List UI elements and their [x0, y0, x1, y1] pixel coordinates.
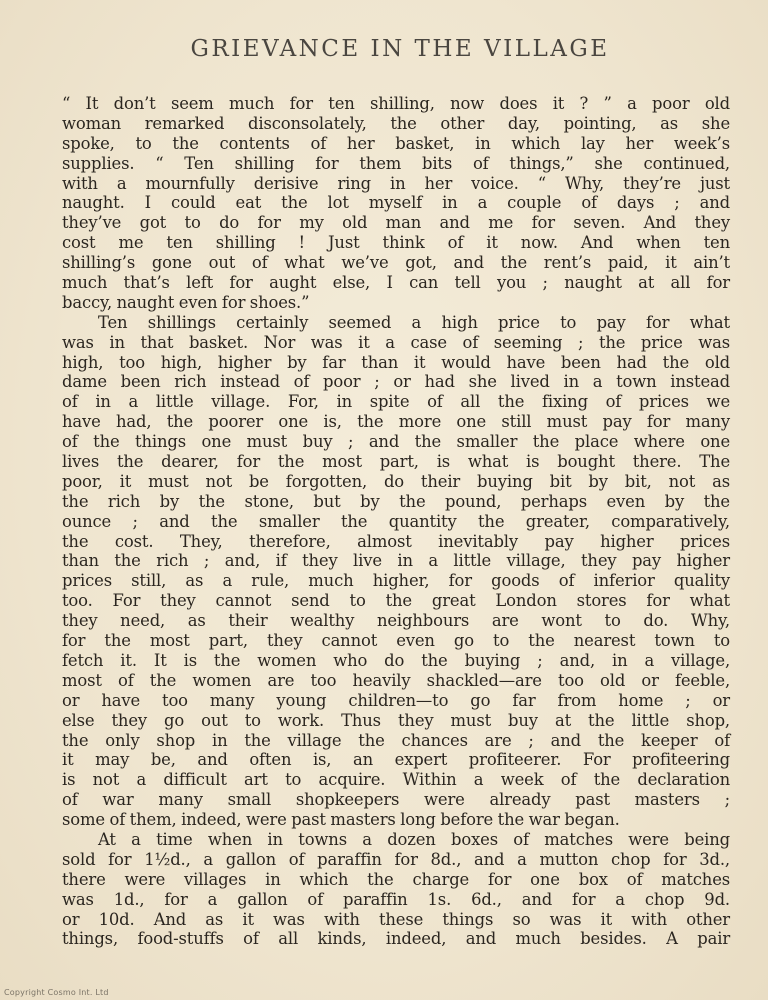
- article-body: [62, 94, 730, 949]
- text-line: much that’s left for aught else, I can tell you ; naught at all for: [62, 273, 730, 293]
- text-line: is not a difficult art to acquire. Within a week of the declaration: [62, 770, 730, 790]
- text-line: baccy, naught even for shoes.”: [62, 292, 310, 312]
- text-line: most of the women are too heavily shackled—are too old or feeble,: [62, 670, 730, 690]
- text-line: they’ve got to do for my old man and me for seven. And they: [62, 213, 730, 233]
- text-line: ounce ; and the smaller the quantity the greater, comparatively,: [62, 511, 730, 531]
- text-line: with a mournfully derisive ring in her voice. “ Why, they’re just: [62, 173, 730, 193]
- text-line: high, too high, higher by far than it would have been had the old: [62, 352, 730, 372]
- text-line: supplies. “ Ten shilling for them bits of things,” she continued,: [62, 153, 730, 173]
- text-line: woman remarked disconsolately, the other day, pointing, as she: [62, 113, 730, 133]
- text-line: lives the dearer, for the most part, is what is bought there. The: [62, 452, 730, 472]
- text-line: there were villages in which the charge for one box of matches: [62, 869, 730, 889]
- text-line: it may be, and often is, an expert profiteerer. For profiteering: [62, 750, 730, 770]
- article-title: GRIEVANCE IN THE VILLAGE: [190, 36, 610, 62]
- text-line: too. For they cannot send to the great London stores for what: [62, 591, 730, 611]
- text-line: of in a little village. For, in spite of all the fixing of prices we: [62, 392, 730, 412]
- text-line: Ten shillings certainly seemed a high price to pay for what: [98, 312, 730, 332]
- text-line: spoke, to the contents of her basket, in which lay her week’s: [62, 133, 730, 153]
- text-line: they need, as their wealthy neighbours are wont to do. Why,: [62, 611, 730, 631]
- copyright-watermark: Copyright Cosmo Int. Ltd: [4, 988, 109, 997]
- text-line: than the rich ; and, if they live in a little village, they pay higher: [62, 551, 730, 571]
- text-line: fetch it. It is the women who do the buying ; and, in a village,: [62, 650, 730, 670]
- text-line: sold for 1½d., a gallon of paraffin for 8d., and a mutton chop for 3d.,: [62, 849, 730, 869]
- text-line: was 1d., for a gallon of paraffin 1s. 6d., and for a chop 9d.: [62, 889, 730, 909]
- text-line: the cost. They, therefore, almost inevitably pay higher prices: [62, 531, 730, 551]
- text-line: else they go out to work. Thus they must buy at the little shop,: [62, 710, 730, 730]
- text-line: naught. I could eat the lot myself in a couple of days ; and: [62, 193, 730, 213]
- text-line: dame been rich instead of poor ; or had she lived in a town instead: [62, 372, 730, 392]
- text-line: was in that basket. Nor was it a case of seeming ; the price was: [62, 332, 730, 352]
- text-line: At a time when in towns a dozen boxes of matches were being: [98, 829, 730, 849]
- text-line: things, food-stuffs of all kinds, indeed, and much besides. A pair: [62, 929, 730, 949]
- text-line: of the things one must buy ; and the smaller the place where one: [62, 432, 730, 452]
- text-line: cost me ten shilling ! Just think of it now. And when ten: [62, 233, 730, 253]
- text-line: for the most part, they cannot even go to the nearest town to: [62, 631, 730, 651]
- text-line: “ It don’t seem much for ten shilling, now does it ? ” a poor old: [62, 94, 730, 113]
- text-line: prices still, as a rule, much higher, for goods of inferior quality: [62, 571, 730, 591]
- text-line: poor, it must not be forgotten, do their buying bit by bit, not as: [62, 471, 730, 491]
- text-line: the only shop in the village the chances are ; and the keeper of: [62, 730, 730, 750]
- text-line: some of them, indeed, were past masters long before the war began.: [62, 810, 620, 830]
- text-line: shilling’s gone out of what we’ve got, and the rent’s paid, it ain’t: [62, 253, 730, 273]
- text-line: or have too many young children—to go far from home ; or: [62, 690, 730, 710]
- text-line: have had, the poorer one is, the more one still must pay for many: [62, 412, 730, 432]
- text-line: or 10d. And as it was with these things so was it with other: [62, 909, 730, 929]
- text-line: the rich by the stone, but by the pound, perhaps even by the: [62, 491, 730, 511]
- text-line: of war many small shopkeepers were already past masters ;: [62, 790, 730, 810]
